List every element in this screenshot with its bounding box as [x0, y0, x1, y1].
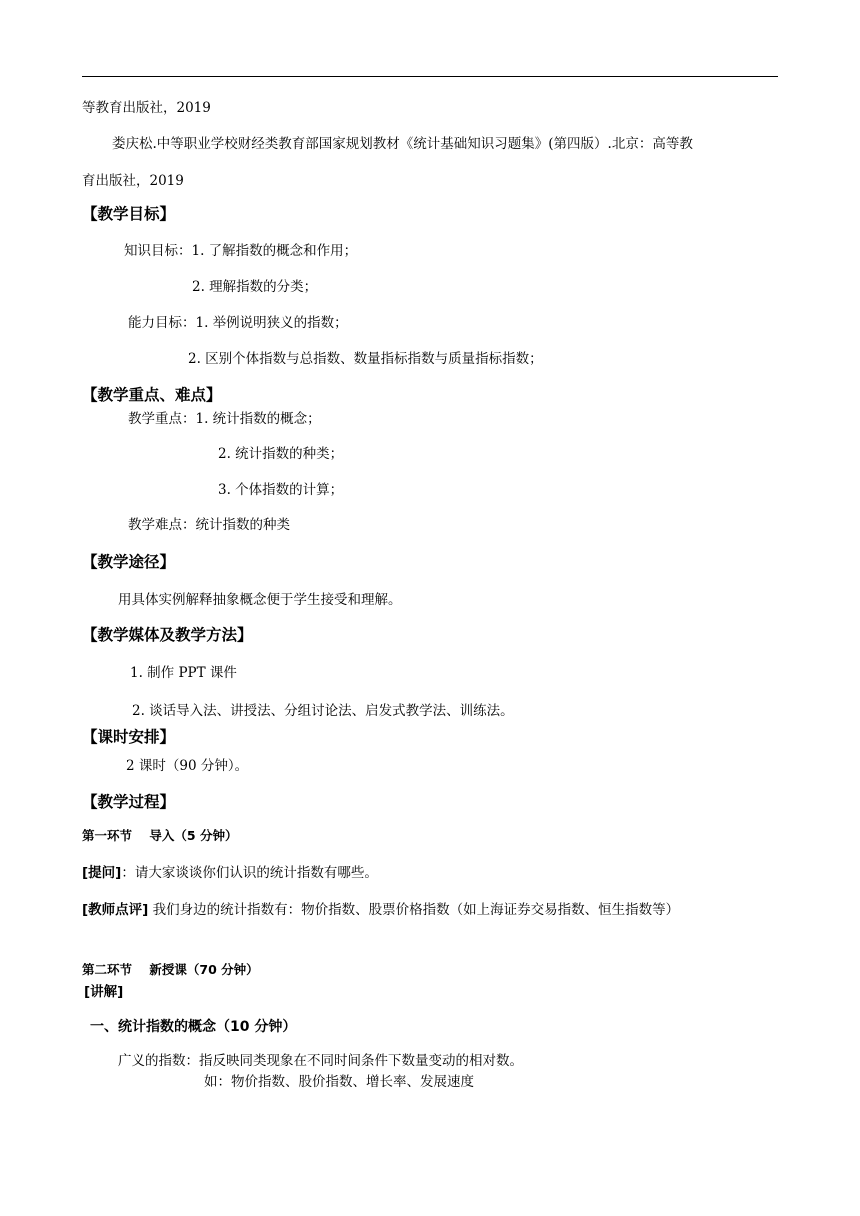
approach-text: 用具体实例解释抽象概念便于学生接受和理解。 — [118, 592, 402, 608]
question-tag: [提问] — [82, 865, 122, 881]
key-points-heading: 【教学重点、难点】 — [82, 386, 222, 404]
media-heading: 【教学媒体及教学方法】 — [82, 626, 253, 644]
question-text: ：请大家谈谈你们认识的统计指数有哪些。 — [121, 865, 378, 881]
key-point-1: 教学重点：1. 统计指数的概念； — [128, 411, 321, 427]
schedule-text: 2 课时（90 分钟）。 — [126, 758, 249, 774]
question-line — [82, 864, 378, 882]
ability-objective-2: 2. 区别个体指数与总指数、数量指标指数与质量指标指数； — [188, 351, 543, 367]
section-2-title: 第二环节 新授课（70 分钟） — [82, 962, 259, 977]
reference-line-3: 育出版社，2019 — [82, 173, 184, 189]
comment-tag: [教师点评] — [82, 902, 149, 918]
knowledge-objective-1: 知识目标：1. 了解指数的概念和作用； — [124, 243, 358, 259]
objectives-heading: 【教学目标】 — [82, 205, 176, 223]
reference-line-2: 娄庆松.中等职业学校财经类教育部国家规划教材《统计基础知识习题集》(第四版）.北京：高等教 — [112, 136, 693, 152]
ability-objective-1: 能力目标：1. 举例说明狭义的指数； — [128, 315, 348, 331]
knowledge-objective-2: 2. 理解指数的分类； — [192, 279, 318, 295]
key-point-2: 2. 统计指数的种类； — [218, 446, 344, 462]
schedule-heading: 【课时安排】 — [82, 728, 176, 746]
definition-examples: 如：物价指数、股价指数、增长率、发展速度 — [204, 1074, 474, 1090]
lecture-tag: [讲解] — [84, 984, 124, 1000]
media-item-1: 1. 制作 PPT 课件 — [130, 665, 237, 681]
concept-title: 一、统计指数的概念（10 分钟） — [90, 1019, 297, 1035]
header-rule — [82, 76, 778, 77]
comment-text: 我们身边的统计指数有：物价指数、股票价格指数（如上海证券交易指数、恒生指数等） — [148, 902, 680, 918]
media-item-2: 2. 谈话导入法、讲授法、分组讨论法、启发式教学法、训练法。 — [132, 703, 514, 719]
section-1-title: 第一环节 导入（5 分钟） — [82, 828, 238, 843]
difficulty-point: 教学难点：统计指数的种类 — [128, 517, 290, 533]
broad-definition: 广义的指数：指反映同类现象在不同时间条件下数量变动的相对数。 — [118, 1053, 523, 1069]
process-heading: 【教学过程】 — [82, 793, 176, 811]
reference-line-1: 等教育出版社，2019 — [82, 100, 211, 116]
comment-line — [82, 901, 679, 919]
key-point-3: 3. 个体指数的计算； — [218, 482, 344, 498]
approach-heading: 【教学途径】 — [82, 553, 176, 571]
